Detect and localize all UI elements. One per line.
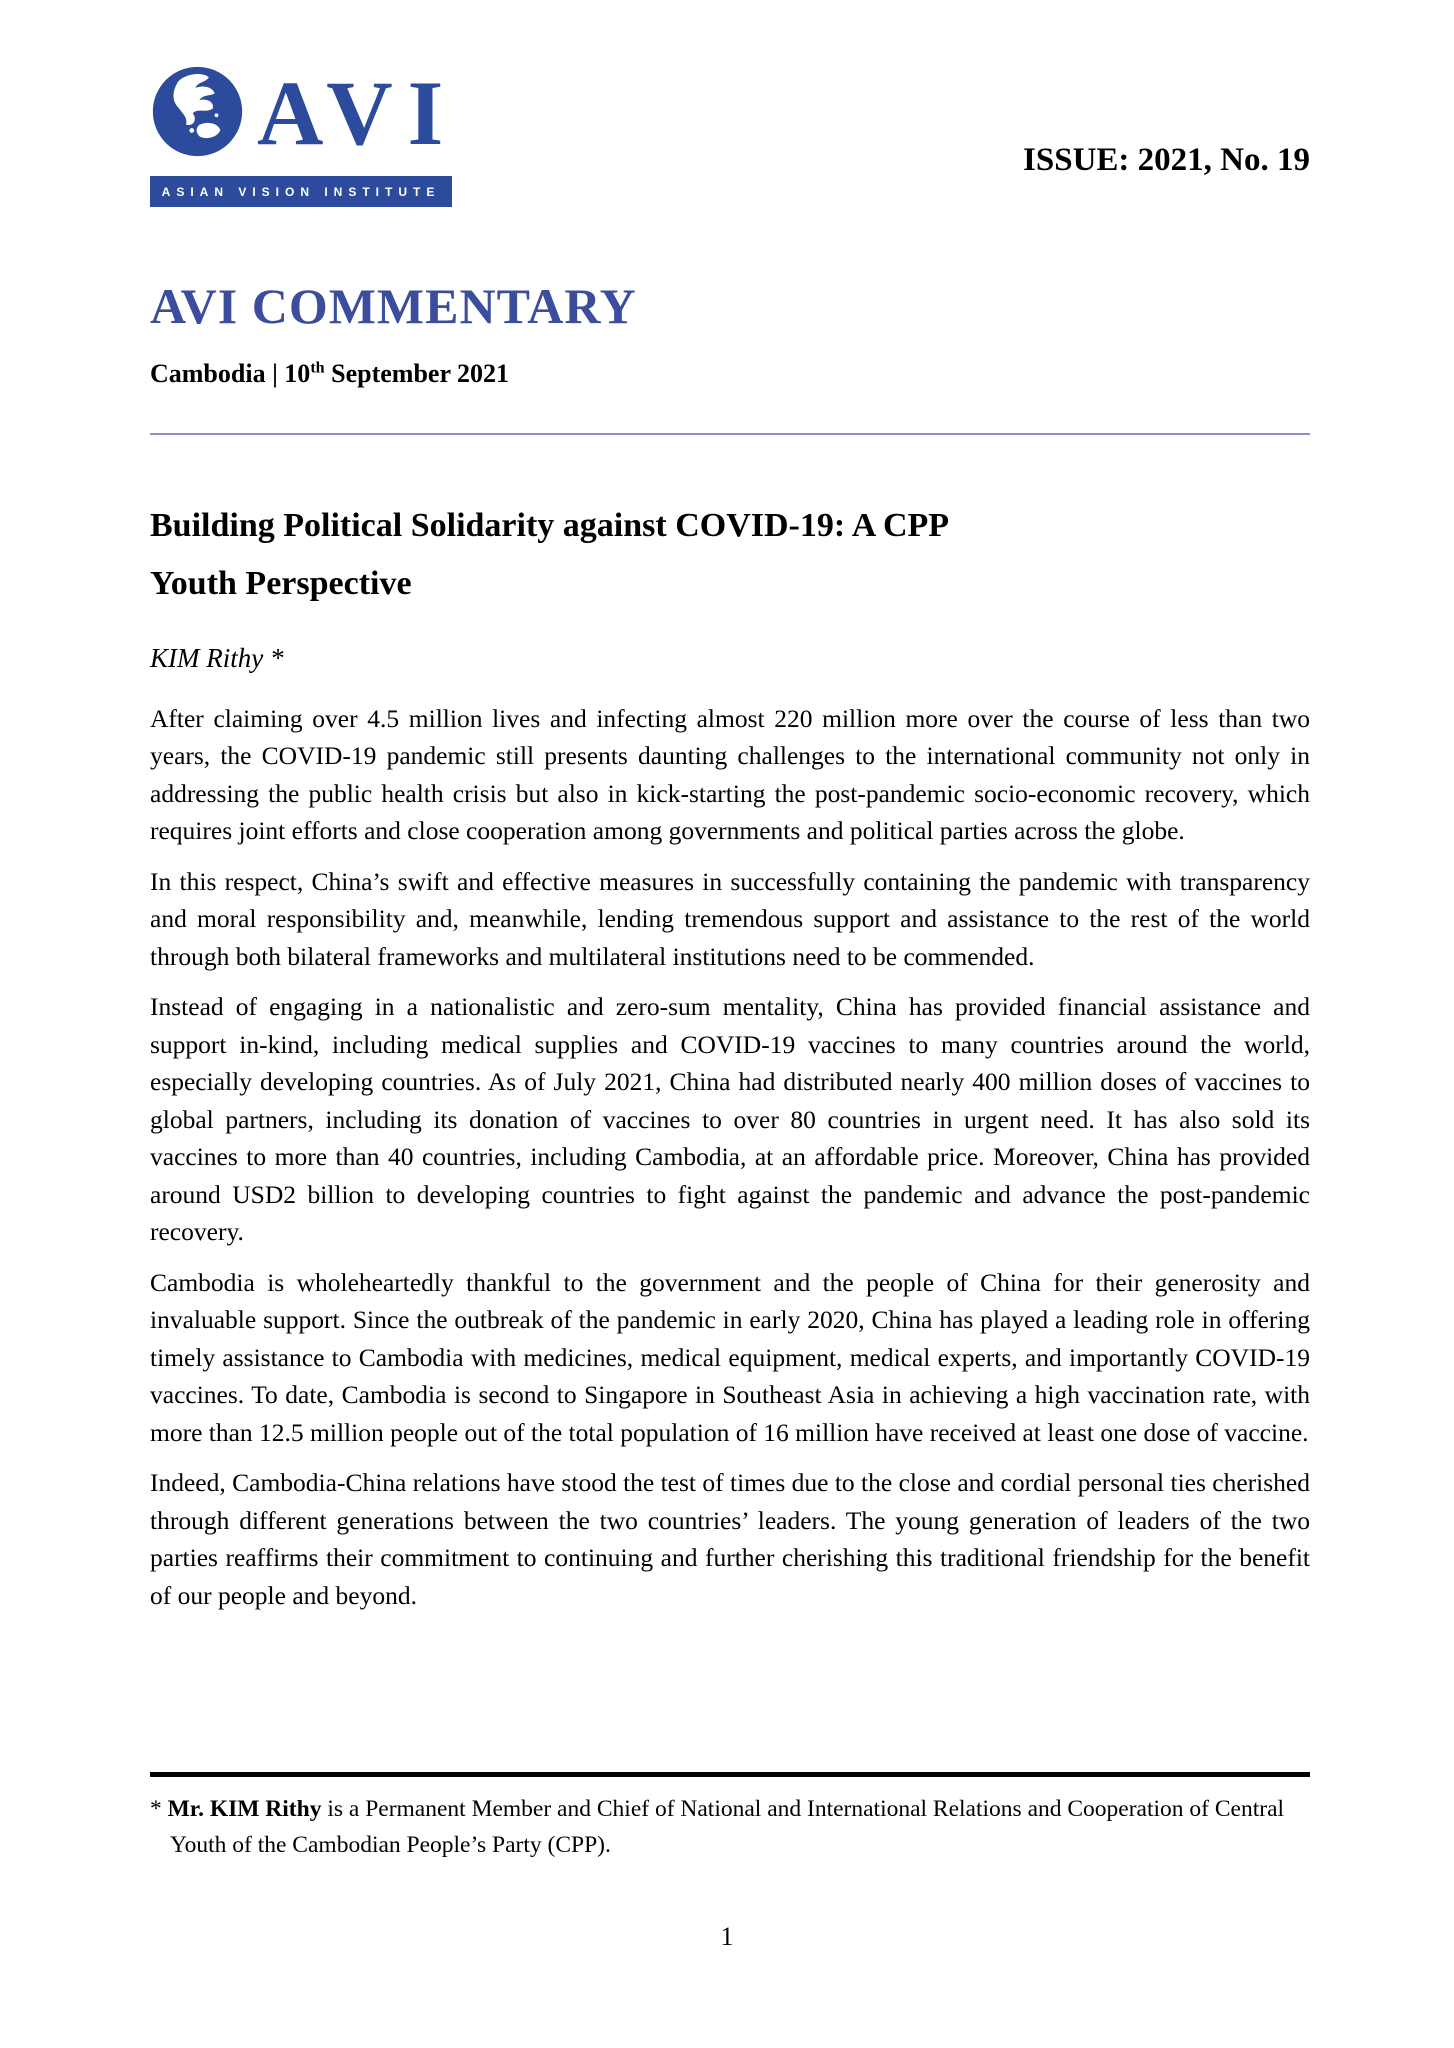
footnote-divider	[150, 1772, 1310, 1777]
footnote-text	[150, 1791, 1310, 1863]
body-paragraph: After claiming over 4.5 million lives and infecting almost 220 million more over the course of less than two years, the COVID-19 pandemic still presents daunting challenges to the international community not only in addressing the public health crisis but also in kick-starting the post-pandemic socio-economic recovery, which requires joint efforts and close cooperation among governments and political parties across the globe.	[150, 703, 1310, 846]
globe-icon	[150, 64, 245, 164]
page-number: 1	[720, 1922, 734, 1951]
dateline-suffix: September 2021	[324, 359, 510, 388]
footnote-author-name: Mr. KIM Rithy	[167, 1796, 322, 1822]
article-title-line1: Building Political Solidarity against COVID-19: A CPP	[150, 507, 950, 544]
body-paragraph: Indeed, Cambodia-China relations have stood the test of times due to the close and cordial personal ties cherished through different generations between the two countries’ leaders. The young generation of leaders of the two parties reaffirms their commitment to continuing and further cherishing this traditional friendship for the benefit of our people and beyond.	[150, 1468, 1310, 1610]
footnote-section	[150, 1772, 1310, 1863]
article-title-line2: Youth Perspective	[150, 564, 412, 602]
logo-acronym: AVI	[257, 62, 458, 165]
issue-label: ISSUE: 2021, No. 19	[1023, 142, 1310, 178]
article-title	[150, 497, 1310, 613]
dateline-prefix: Cambodia | 10	[150, 359, 311, 388]
footnote-marker: *	[150, 1796, 162, 1822]
body-paragraph: Instead of engaging in a nationalistic and zero-sum mentality, China has provided financial assistance and support in-kind, including medical supplies and COVID-19 vaccines to many countries around the world, especially developing countries. As of July 2021, China had distributed nearly 400 million doses of vaccines to global partners, including its donation of vaccines to over 80 countries in urgent need. It has also sold its vaccines to more than 40 countries, including Cambodia, at an affordable price. Moreover, China has provided around USD2 billion to developing countries to fight against the pandemic and advance the post-pandemic recovery.	[150, 992, 1310, 1247]
footnote-body: is a Permanent Member and Chief of National and International Relations and Cooperation of Central Youth of the Cambodian People’s Party (CPP).	[170, 1796, 1285, 1858]
article-body	[150, 700, 1310, 1615]
body-paragraph: In this respect, China’s swift and effective measures in successfully containing the pandemic with transparency and moral responsibility and, meanwhile, lending tremendous support and assistance to the rest of the world through both bilateral frameworks and multilateral institutions need to be commended.	[150, 866, 1310, 971]
author-byline: KIM Rithy *	[150, 642, 284, 673]
page-header	[150, 64, 1310, 207]
header-divider	[150, 433, 1310, 435]
logo-banner: ASIAN VISION INSTITUTE	[150, 176, 452, 207]
body-paragraph: Cambodia is wholeheartedly thankful to the government and the people of China for their generosity and invaluable support. Since the outbreak of the pandemic in early 2020, China has played a leading role in offering timely assistance to Cambodia with medicines, medical equipment, medical experts, and importantly COVID-19 vaccines. To date, Cambodia is second to Singapore in Southeast Asia in achieving a high vaccination rate, with more than 12.5 million people out of the total population of 16 million have received at least one dose of vaccine.	[150, 1267, 1310, 1447]
avi-logo	[150, 64, 458, 207]
dateline	[150, 359, 1310, 389]
dateline-ordinal: th	[310, 359, 325, 377]
publication-title: AVI COMMENTARY	[150, 278, 637, 334]
